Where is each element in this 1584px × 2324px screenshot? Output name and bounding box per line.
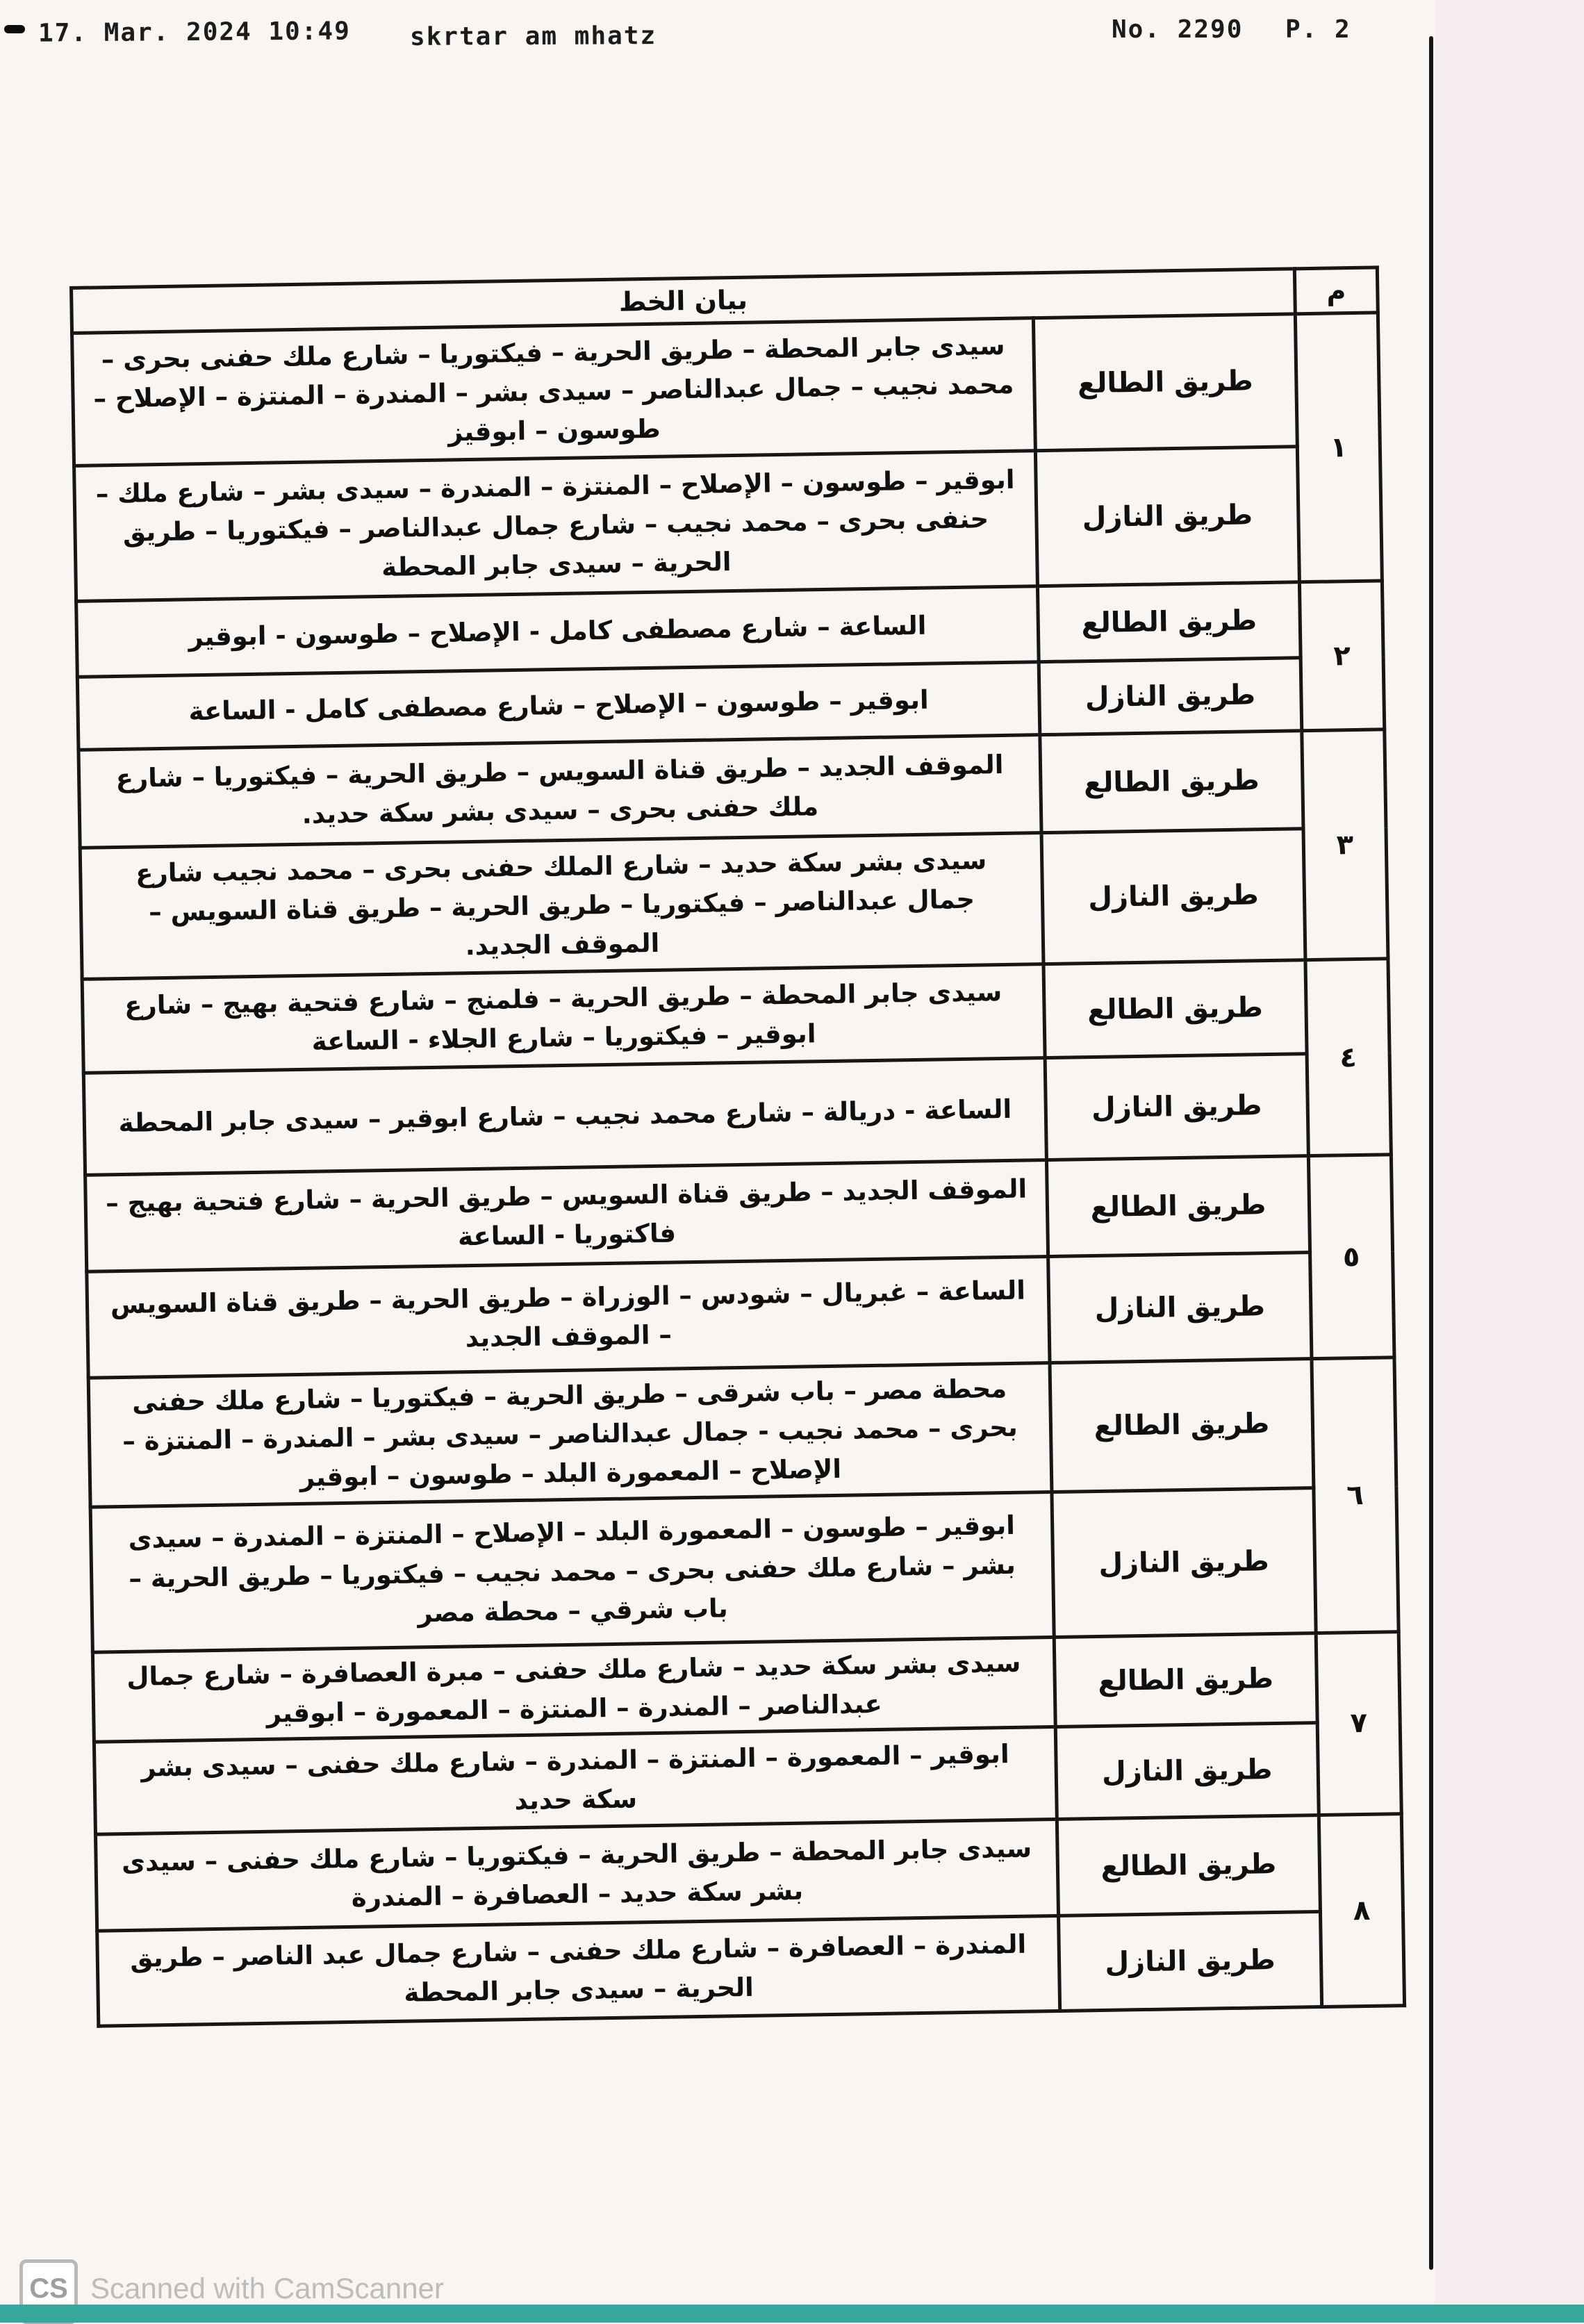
table-row bbox=[97, 1911, 1405, 2027]
column-header-line-description: بيان الخط bbox=[72, 269, 1296, 333]
route-down-description: سيدى بشر سكة حديد – شارع الملك حفنى بحرى – محمد نجيب شارع جمال عبدالناصر – فيكتوريا – طريق الحرية – طريق قناة السويس – الموقف الجديد. bbox=[80, 833, 1043, 980]
direction-label-down: طريق النازل bbox=[1055, 1723, 1319, 1820]
table-row bbox=[80, 827, 1388, 980]
route-up-description: الموقف الجديد – طريق قناة السويس – طريق الحرية – شارع فتحية بهيج – فاكتوريا - الساعة bbox=[85, 1160, 1048, 1272]
route-down-description: ابوقير – طوسون – المعمورة البلد – الإصلاح – المنتزة – المندرة – سيدى بشر – شارع ملك حفنى بحرى – محمد نجيب – فيكتوريا – طريق الحرية – باب شرقي – محطة مصر bbox=[90, 1492, 1054, 1652]
direction-label-down: طريق النازل bbox=[1039, 658, 1302, 735]
direction-label-up: طريق الطالع bbox=[1037, 582, 1301, 662]
direction-label-up: طريق الطالع bbox=[1050, 1359, 1314, 1492]
route-number: ٨ bbox=[1319, 1814, 1404, 2007]
direction-label-down: طريق النازل bbox=[1059, 1912, 1322, 2011]
scan-edge-tint bbox=[1435, 0, 1584, 2323]
table-row bbox=[87, 1251, 1394, 1378]
direction-label-up: طريق الطالع bbox=[1040, 731, 1303, 833]
footer-color-bar bbox=[0, 2305, 1584, 2323]
direction-label-up: طريق الطالع bbox=[1054, 1633, 1317, 1726]
route-up-description: الساعة – شارع مصطفى كامل - الإصلاح – طوسون - ابوقير bbox=[76, 586, 1039, 677]
page-fold-line bbox=[1429, 36, 1433, 2270]
table-row bbox=[83, 1053, 1391, 1176]
column-header-number: م bbox=[1294, 267, 1378, 314]
route-number: ٢ bbox=[1299, 581, 1384, 731]
watermark-text: Scanned with CamScanner bbox=[90, 2272, 444, 2305]
route-number: ٥ bbox=[1308, 1155, 1394, 1359]
direction-label-down: طريق النازل bbox=[1035, 447, 1299, 586]
direction-label-up: طريق الطالع bbox=[1043, 960, 1307, 1058]
route-down-description: ابوقير – المعمورة – المنتزة – المندرة – شارع ملك حفنى – سيدى بشر سكة حديد bbox=[94, 1727, 1057, 1835]
camscanner-icon-label: CS bbox=[29, 2273, 68, 2304]
fax-header bbox=[0, 10, 1584, 58]
route-up-description: سيدى جابر المحطة – طريق الحرية – فلمنج – شارع فتحية بهيج – شارع ابوقير – فيكتوريا – شارع الجلاء - الساعة bbox=[82, 964, 1045, 1073]
route-down-description: ابوقير – طوسون – الإصلاح – المنتزة – المندرة – سيدى بشر – شارع ملك – حنفى بحرى – محمد نجيب – شارع جمال عبدالناصر – فيكتوريا – طريق الحرية – سيدى جابر المحطة bbox=[74, 451, 1038, 602]
route-number: ٣ bbox=[1302, 730, 1388, 960]
route-up-description: محطة مصر – باب شرقى – طريق الحرية – فيكتوريا – شارع ملك حفنى بحرى – محمد نجيب - جمال عبدالناصر – سيدى بشر – المندرة – المنتزة – الإصلاح – المعمورة البلد – طوسون – ابوقير bbox=[88, 1363, 1052, 1507]
route-down-description: المندرة – العصافرة – شارع ملك حفنى – شارع جمال عبد الناصر – طريق الحرية – سيدى جابر المحطة bbox=[97, 1916, 1060, 2027]
table-row bbox=[74, 445, 1383, 602]
fax-sender-id: skrtar am mhatz bbox=[409, 22, 657, 51]
direction-label-down: طريق النازل bbox=[1041, 829, 1305, 964]
fax-number: No. 2290 bbox=[1112, 15, 1244, 44]
route-up-description: سيدى جابر المحطة – طريق الحرية – فيكتوريا – شارع ملك حفنى – سيدى بشر سكة حديد – العصافرة – المندرة bbox=[96, 1820, 1059, 1931]
route-up-description: الموقف الجديد – طريق قناة السويس – طريق الحرية – فيكتوريا – شارع ملك حفنى بحرى – سيدى بشر سكة حديد. bbox=[79, 735, 1041, 848]
route-up-description: سيدى جابر المحطة – طريق الحرية – فيكتوريا – شارع ملك حفنى بحرى – محمد نجيب – جمال عبدالناصر – سيدى بشر – المندرة – المنتزة – الإصلاح – طوسون – ابوقيز bbox=[72, 318, 1036, 466]
fax-page-number: P. 2 bbox=[1285, 15, 1351, 44]
route-down-description: الساعة – غبريال – شودس – الوزراة – طريق الحرية – طريق قناة السويس – الموقف الجديد bbox=[87, 1257, 1050, 1378]
route-down-description: الساعة - دريالة – شارع محمد نجيب – شارع ابوقير – سيدى جابر المحطة bbox=[83, 1058, 1046, 1176]
table-row bbox=[72, 313, 1380, 466]
direction-label-up: طريق الطالع bbox=[1033, 314, 1297, 451]
route-number: ١ bbox=[1295, 313, 1382, 582]
route-down-description: ابوقير – طوسون – الإصلاح – شارع مصطفى كامل - الساعة bbox=[77, 662, 1039, 750]
table-row bbox=[90, 1486, 1399, 1652]
direction-label-down: طريق النازل bbox=[1048, 1253, 1312, 1363]
route-up-description: سيدى بشر سكة حديد – شارع ملك حفنى – مبرة العصافرة – شارع جمال عبدالناصر – المندرة – المنتزة – المعمورة – ابوقير bbox=[92, 1637, 1055, 1742]
route-number: ٧ bbox=[1316, 1631, 1401, 1815]
route-number: ٦ bbox=[1312, 1358, 1399, 1633]
fax-datetime: 17. Mar. 2024 10:49 bbox=[38, 17, 351, 48]
bus-routes-table bbox=[69, 265, 1406, 2027]
direction-label-down: طريق النازل bbox=[1052, 1487, 1316, 1637]
table-row bbox=[88, 1358, 1396, 1507]
direction-label-up: طريق الطالع bbox=[1057, 1815, 1320, 1916]
direction-label-down: طريق النازل bbox=[1045, 1054, 1308, 1160]
route-number: ٤ bbox=[1305, 959, 1391, 1156]
direction-label-up: طريق الطالع bbox=[1046, 1156, 1310, 1257]
